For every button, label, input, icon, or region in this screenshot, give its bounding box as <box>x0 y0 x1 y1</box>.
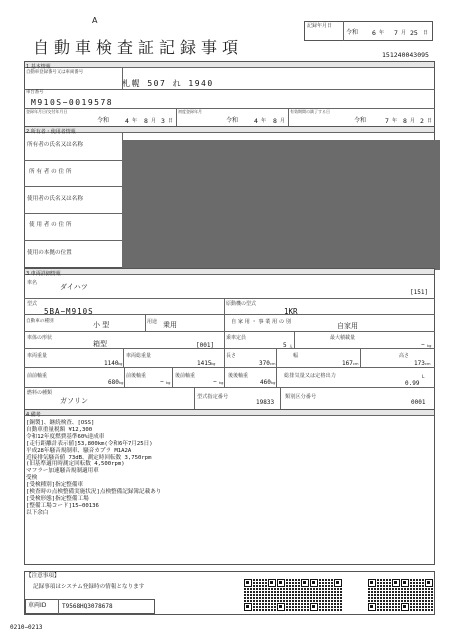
expiry-day-unit: 日 <box>427 118 433 124</box>
use-label: 用途 <box>147 319 158 325</box>
first-registration-month: 8 <box>144 117 148 125</box>
front-rear-axle-value: − <box>160 378 164 385</box>
remarks-list <box>26 420 161 517</box>
user-name-label: 使用者の氏名又は名称 <box>27 196 83 202</box>
rear-front-axle-label: 後前軸重 <box>175 373 196 379</box>
height-label: 高さ <box>399 353 410 359</box>
remarks-line: (旧基準適用時測定回転数 4,500rpm) <box>26 461 125 468</box>
type-number-value: 19833 <box>256 399 275 406</box>
max-load-label: 最大積載量 <box>330 335 356 341</box>
registration-number-label: 自動車登録番号又は車両番号 <box>26 70 84 75</box>
maker-label: 車名 <box>27 280 38 286</box>
remarks-line: [受検形態]指定整備工場 <box>26 495 89 502</box>
expiry-month: 8 <box>403 117 407 125</box>
weight-label: 車両重量 <box>27 353 48 359</box>
weight-unit: kg <box>118 362 123 366</box>
first-year-era: 令和 <box>226 117 239 124</box>
remarks-line: [銅製]、継続検査、[OSS] <box>26 420 95 426</box>
purpose-label: 自 家 用 ・ 事 業 用 の 別 <box>231 319 291 325</box>
owner-name-label: 所有者の氏名又は名称 <box>27 142 83 148</box>
capacity-label: 乗車定員 <box>226 335 247 341</box>
use-value: 乗用 <box>163 321 177 329</box>
displacement-value: 0.99 <box>405 380 420 387</box>
section-vehicle-header: 3.車両詳細情報 <box>24 268 435 275</box>
remarks-line: [走行距離計表示値]53,800km(令和6年7月25日) <box>26 440 153 447</box>
remarks-line: 平成28年騒音規制車、騒音カプラ M1A2A <box>26 447 132 454</box>
notes-header: 【注意事項】 <box>26 573 60 579</box>
remarks-line: 自動車重量税額 ¥12,300 <box>26 426 93 433</box>
redaction-block <box>122 140 440 270</box>
user-address-label: 使 用 者 の 住 所 <box>29 222 72 228</box>
first-registration-month-unit: 月 <box>151 118 157 124</box>
height-unit: cm <box>425 362 431 366</box>
front-front-axle-unit: kg <box>119 381 124 385</box>
capacity-unit: 人 <box>289 344 293 349</box>
rear-rear-axle-value: 460 <box>260 379 271 386</box>
chassis-number-label: 車台番号 <box>26 90 44 95</box>
remarks-line: [受検種別]指定整備車 <box>26 482 84 489</box>
expiry-label: 有効期間の満了する日 <box>290 109 330 114</box>
record-date-era: 令和 <box>346 29 359 36</box>
first-year-month-unit: 月 <box>280 118 286 124</box>
record-date-day: 25 <box>410 29 418 37</box>
body-label: 車体の形状 <box>27 335 53 341</box>
expiry-day: 2 <box>420 117 424 125</box>
footer-code: 0210−0213 <box>10 624 43 631</box>
type-number-label: 型式指定番号 <box>197 394 229 400</box>
first-year-month: 8 <box>273 117 277 125</box>
rear-front-axle-unit: kg <box>219 381 224 385</box>
remarks-line: [検査時の点検整備実施状況]点検整備記録簿記載あり <box>26 489 162 496</box>
displacement-label: 総排気量又は定格出力 <box>284 373 336 379</box>
owner-address-label: 所 有 者 の 住 所 <box>29 169 72 175</box>
expiry-year: 7 <box>385 117 389 125</box>
model-label: 型式 <box>27 301 38 307</box>
remarks-line: マフラー加速騒音規制適用車 <box>26 468 99 475</box>
first-registration-year-unit: 年 <box>132 118 138 124</box>
first-registration-label: 登録年月日/交付年月日 <box>26 109 68 114</box>
first-registration-day-unit: 日 <box>168 118 174 124</box>
max-load-unit: kg <box>427 344 432 348</box>
qr-code-5 <box>401 579 433 611</box>
capacity-value: 5 <box>283 342 287 349</box>
document-number: 151240043095 <box>382 51 429 59</box>
first-year-label: 初度登録年月 <box>178 109 202 114</box>
vehicle-id-label: 車両ID <box>28 602 47 609</box>
width-unit: cm <box>353 362 359 366</box>
remarks-line: 以下余白 <box>26 509 49 516</box>
remarks-line: [整備工場コード]15−00136 <box>26 502 99 509</box>
expiry-month-unit: 月 <box>410 118 416 124</box>
first-year-year: 4 <box>254 117 258 125</box>
record-date-year-unit: 年 <box>379 30 385 36</box>
kind-label: 自動車の種別 <box>26 319 54 324</box>
rear-rear-axle-label: 後後軸重 <box>228 373 249 379</box>
rear-rear-axle-unit: kg <box>271 381 276 385</box>
length-unit: cm <box>270 362 276 366</box>
fuel-label: 燃料の種類 <box>27 390 53 396</box>
front-front-axle-value: 680 <box>108 379 119 386</box>
registration-number: 札幌 507 れ 1940 <box>122 79 214 88</box>
document-title: 自動車検査証記録事項 <box>33 38 244 57</box>
chassis-number: M910S−0019578 <box>31 98 114 107</box>
record-date-day-unit: 日 <box>423 30 429 36</box>
purpose-value: 自家用 <box>337 322 358 330</box>
qr-code-1 <box>244 579 276 611</box>
class-number-value: 0001 <box>411 399 426 406</box>
qr-code-4 <box>368 579 400 611</box>
rear-front-axle-value: − <box>213 378 217 385</box>
gross-weight-label: 車両総重量 <box>126 353 152 359</box>
record-date-month: 7 <box>394 29 398 37</box>
height-value: 173 <box>414 360 425 367</box>
width-label: 幅 <box>293 353 299 359</box>
length-value: 370 <box>259 360 270 367</box>
engine-value: 1KR <box>284 307 298 316</box>
body-value: 箱型 <box>93 340 107 348</box>
length-label: 長さ <box>226 353 237 359</box>
record-date-label: 記録年月日 <box>307 23 333 29</box>
base-location-label: 使用の本拠の位置 <box>27 250 72 256</box>
vehicle-id-value: T9568HQ3078678 <box>62 603 113 610</box>
weight-value: 1140 <box>104 360 119 367</box>
qr-code-2 <box>277 579 309 611</box>
model-value: 5BA−M910S <box>44 307 94 316</box>
remarks-line: 受検 <box>26 475 38 482</box>
max-load-value: − <box>421 341 425 348</box>
displacement-unit: L <box>422 375 425 380</box>
first-registration-day: 3 <box>161 117 165 125</box>
first-year-year-unit: 年 <box>261 118 267 124</box>
kind-value: 小 型 <box>93 321 110 329</box>
record-date-year: 6 <box>372 29 376 37</box>
section-owner-header: 2.所有者・使用者情報 <box>24 126 435 133</box>
section-remarks-header: 4.備考 <box>24 409 435 416</box>
expiry-era: 令和 <box>354 117 367 124</box>
fuel-value: ガソリン <box>60 397 88 405</box>
maker-code: [151] <box>410 289 429 296</box>
section-basic-header: 1.基本情報 <box>24 61 435 68</box>
maker-value: ダイハツ <box>60 283 88 291</box>
form-mark: A <box>92 16 98 25</box>
notes-text: 記録事項はシステム登録時の情報となります <box>33 584 145 590</box>
body-code: [001] <box>196 342 215 349</box>
first-registration-year: 4 <box>125 117 129 125</box>
remarks-line: 近接排気騒音値 73dB、測定時回転数 3,750rpm <box>26 454 152 461</box>
first-registration-era: 令和 <box>97 117 110 124</box>
remarks-line: 令和12年度燃費基準60%達成車 <box>26 433 105 440</box>
front-rear-axle-unit: kg <box>166 381 171 385</box>
width-value: 167 <box>342 360 353 367</box>
front-front-axle-label: 前前軸重 <box>27 373 48 379</box>
record-date-month-unit: 月 <box>401 30 407 36</box>
gross-weight-unit: kg <box>211 362 216 366</box>
class-number-label: 類別区分番号 <box>285 394 317 400</box>
qr-code-3 <box>310 579 342 611</box>
front-rear-axle-label: 前後軸重 <box>126 373 147 379</box>
gross-weight-value: 1415 <box>197 360 212 367</box>
expiry-year-unit: 年 <box>392 118 398 124</box>
engine-label: 原動機の型式 <box>226 301 257 307</box>
